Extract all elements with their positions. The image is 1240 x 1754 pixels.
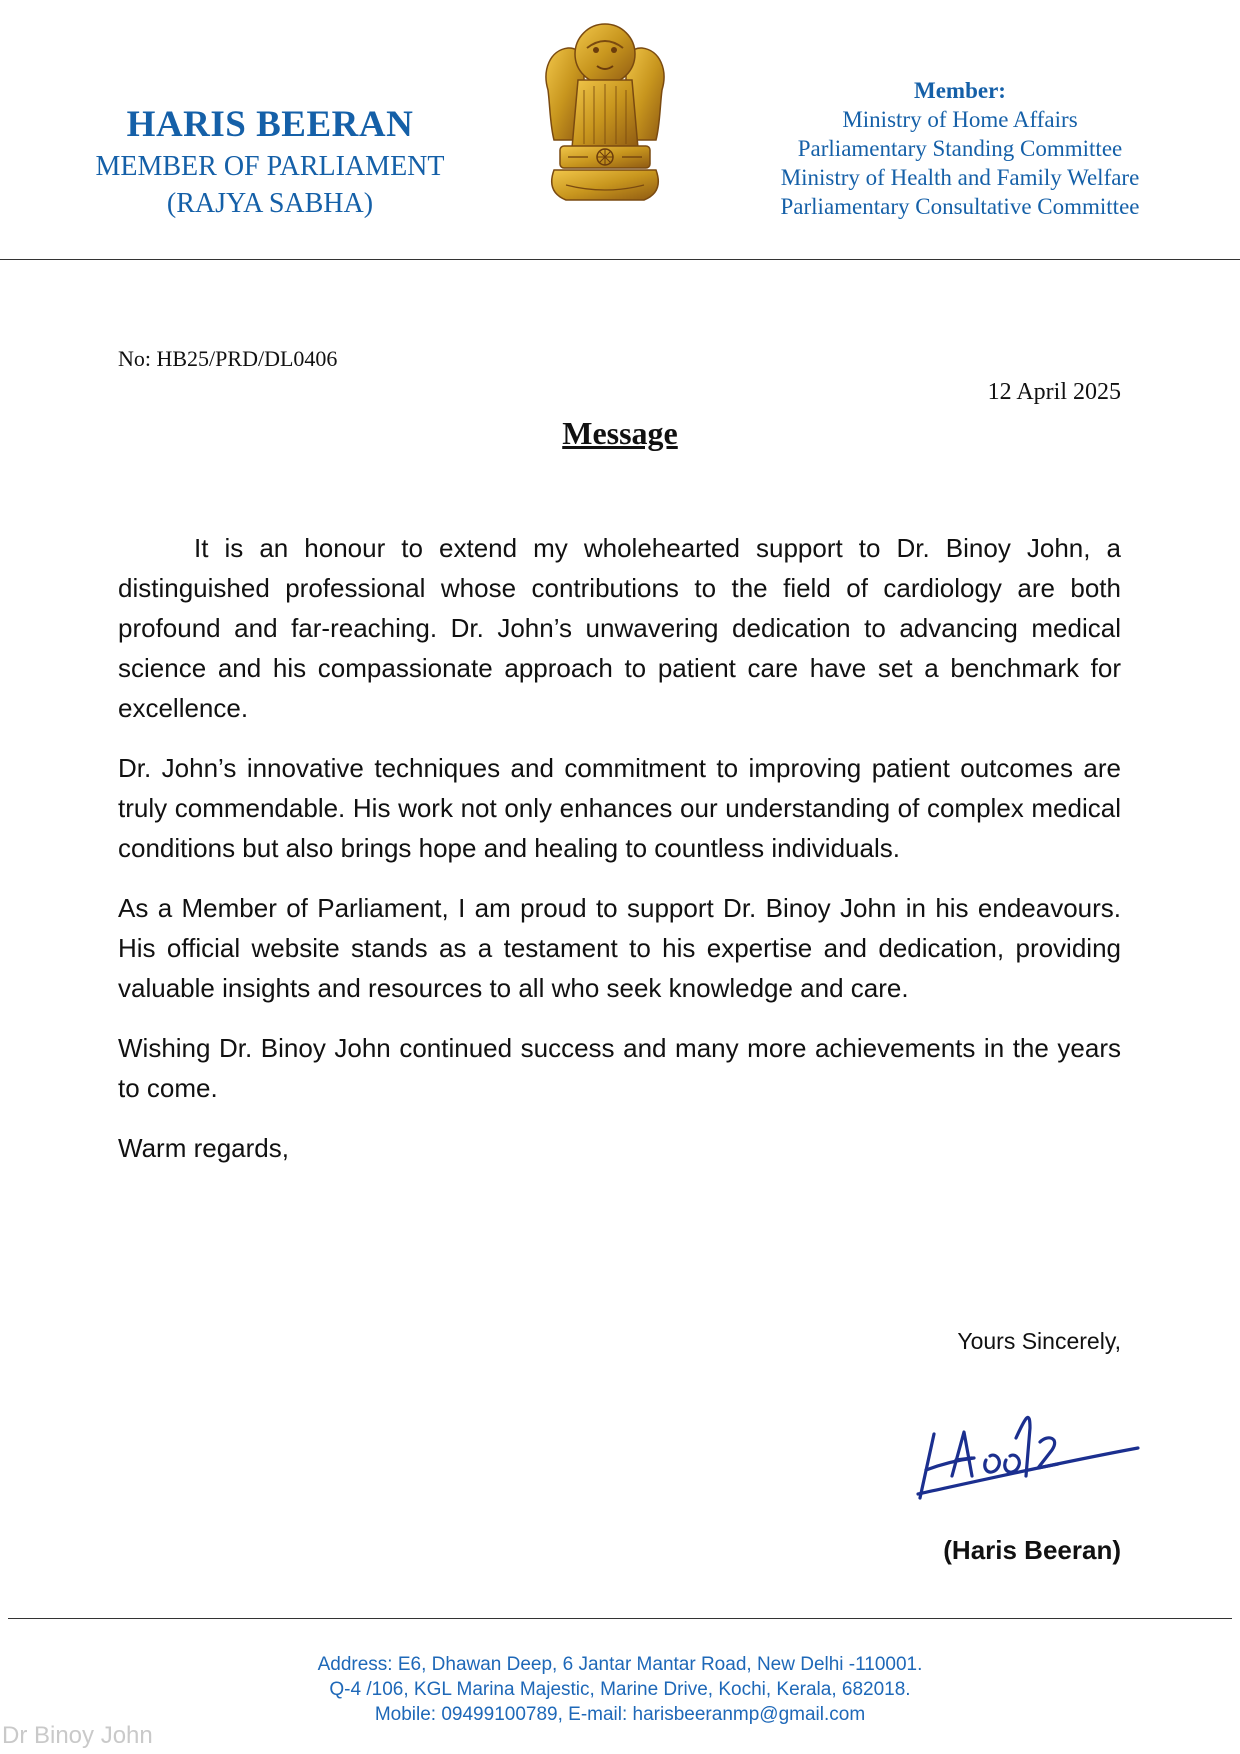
reference-number: No: HB25/PRD/DL0406 bbox=[118, 346, 338, 371]
member-label: Member: bbox=[914, 78, 1006, 103]
body-paragraph: Dr. John’s innovative techniques and commitment to improving patient outcomes are truly commendable. His work not only enhances our understanding of complex medical conditions but also brings hope and healing to countless individuals. bbox=[118, 753, 1121, 863]
mp-name: HARIS BEERAN bbox=[126, 104, 414, 145]
header-divider bbox=[0, 259, 1240, 260]
footer-contact bbox=[0, 1652, 1240, 1727]
mp-house: (RAJYA SABHA) bbox=[166, 188, 374, 219]
committee-line: Parliamentary Consultative Committee bbox=[780, 194, 1140, 219]
mp-title: MEMBER OF PARLIAMENT bbox=[95, 151, 445, 182]
body-paragraph: Wishing Dr. Binoy John continued success and many more achievements in the years to come. bbox=[118, 1033, 1121, 1103]
signatory-name: (Haris Beeran) bbox=[943, 1535, 1121, 1565]
committee-line: Ministry of Home Affairs bbox=[842, 107, 1078, 132]
committee-memberships bbox=[730, 76, 1190, 221]
body-paragraph: As a Member of Parliament, I am proud to support Dr. Binoy John in his endeavours. His official website stands as a testament to his expertise and dedication, providing valuable insights and resources to all who seek knowledge and care. bbox=[118, 893, 1121, 1003]
body-paragraph: It is an honour to extend my wholehearted support to Dr. Binoy John, a distinguished professional whose contributions to the field of cardiology are both profound and far-reaching. Dr. John’s unwavering dedication to advancing medical science and his compassionate approach to patient care have set a benchmark for excellence. bbox=[118, 533, 1121, 723]
letter-title: Message bbox=[562, 415, 678, 451]
committee-line: Ministry of Health and Family Welfare bbox=[780, 165, 1140, 190]
footer-contact-line: Mobile: 09499100789, E-mail: harisbeeranmp@gmail.com bbox=[374, 1704, 866, 1725]
letter-date: 12 April 2025 bbox=[987, 379, 1121, 405]
footer-divider bbox=[8, 1618, 1232, 1619]
footer-address-delhi: Address: E6, Dhawan Deep, 6 Jantar Mantar Road, New Delhi -110001. bbox=[317, 1654, 923, 1675]
watermark: Dr Binoy John bbox=[2, 1722, 153, 1749]
letter-body bbox=[118, 528, 1121, 1188]
signature-image bbox=[912, 1398, 1144, 1508]
national-emblem-icon bbox=[540, 20, 670, 216]
footer-address-kochi: Q-4 /106, KGL Marina Majestic, Marine Drive, Kochi, Kerala, 682018. bbox=[329, 1679, 911, 1700]
letterhead-identity bbox=[60, 102, 480, 222]
closing-line: Yours Sincerely, bbox=[957, 1328, 1121, 1354]
committee-line: Parliamentary Standing Committee bbox=[797, 136, 1123, 161]
regards-line: Warm regards, bbox=[118, 1133, 289, 1163]
